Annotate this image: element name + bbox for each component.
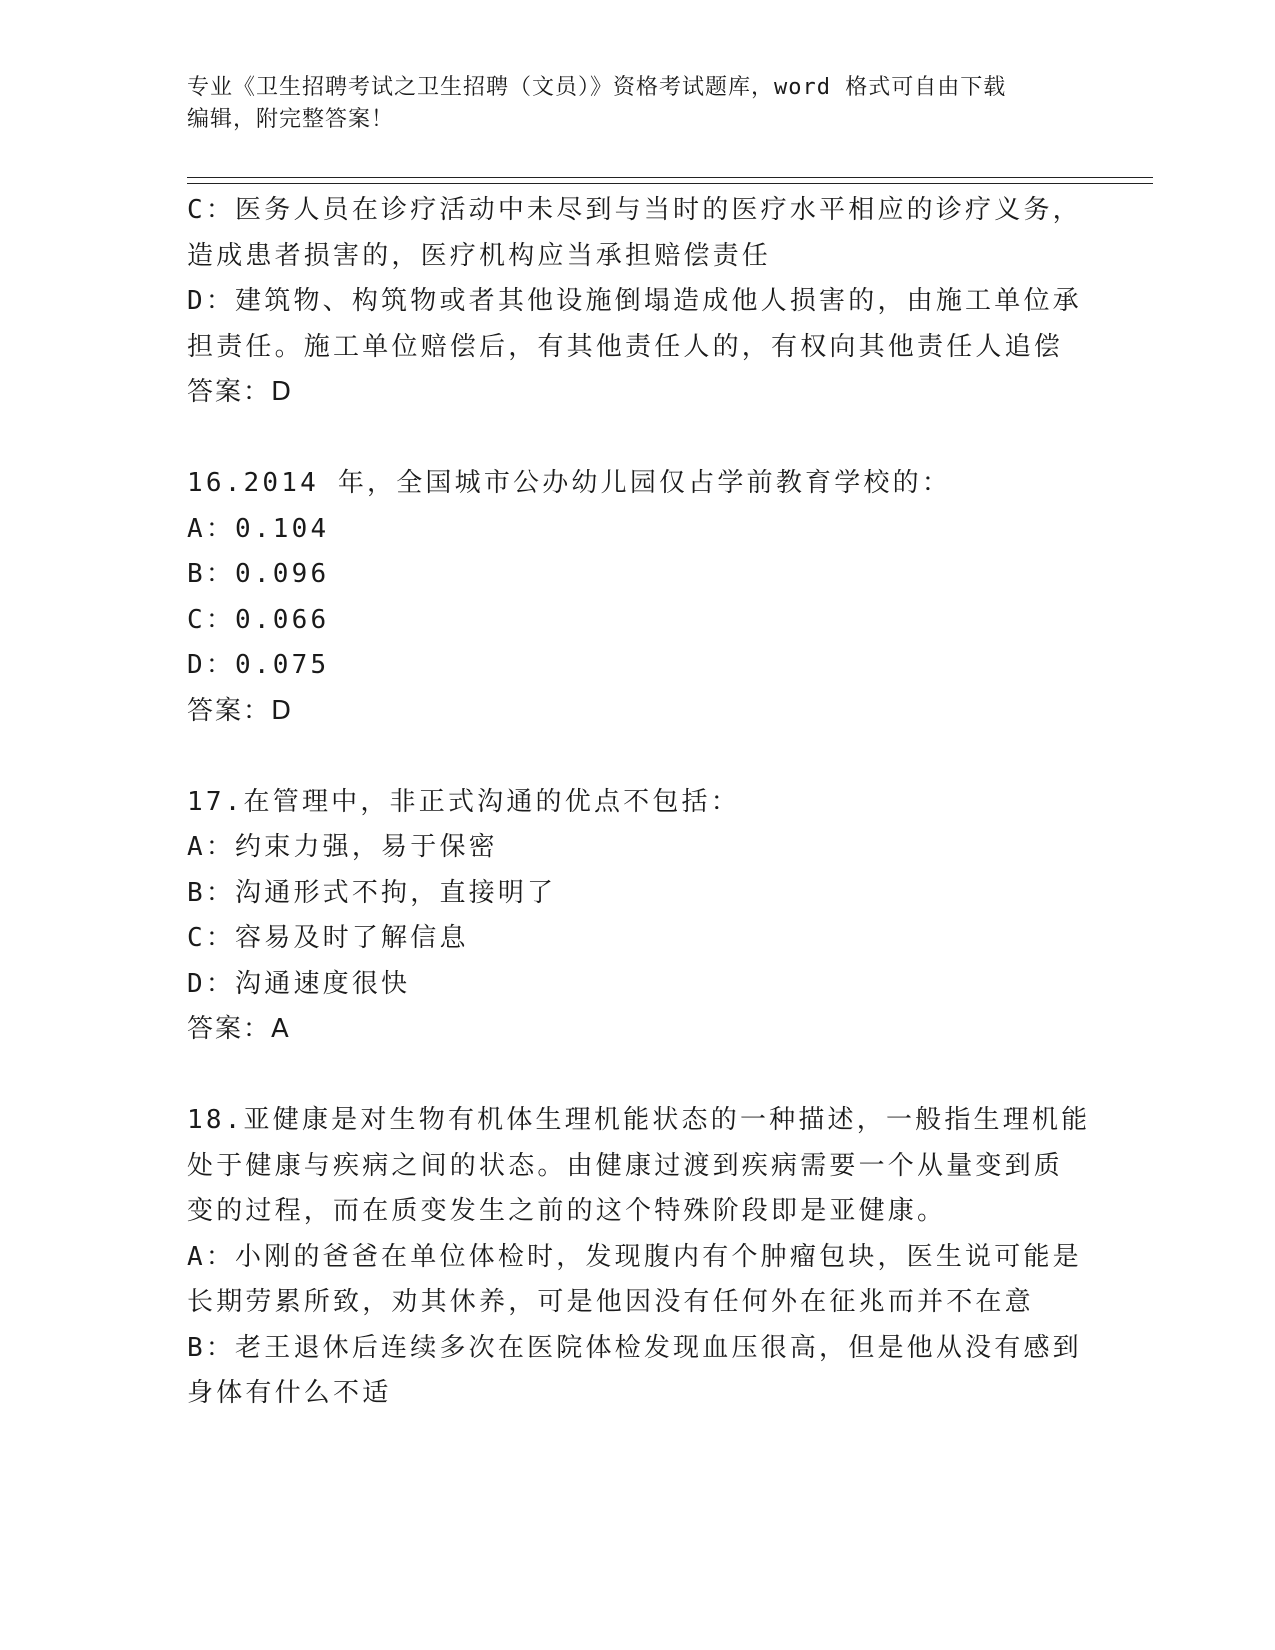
question-15-tail xyxy=(187,188,1087,416)
question-18-option-a-line-1: A：小刚的爸爸在单位体检时，发现腹内有个肿瘤包块，医生说可能是 xyxy=(187,1241,1082,1272)
answer-16: 答案：D xyxy=(187,695,294,726)
header-divider-bottom xyxy=(187,183,1153,184)
option-d-line-2: 担责任。施工单位赔偿后，有其他责任人的，有权向其他责任人追偿 xyxy=(187,331,1064,362)
question-18-stem-line-2: 处于健康与疾病之间的状态。由健康过渡到疾病需要一个从量变到质 xyxy=(187,1150,1064,1181)
spacer xyxy=(187,416,1087,462)
spacer xyxy=(187,1053,1087,1099)
question-17-option-c: C：容易及时了解信息 xyxy=(187,923,469,953)
header-line-2: 编辑，附完整答案！ xyxy=(187,107,395,132)
question-17 xyxy=(187,780,1087,1053)
question-18-stem-line-3: 变的过程，而在质变发生之前的这个特殊阶段即是亚健康。 xyxy=(187,1196,947,1226)
question-16-stem: 16.2014 年，全国城市公办幼儿园仅占学前教育学校的： xyxy=(187,468,952,498)
question-16-option-a: A：0.104 xyxy=(187,513,330,544)
answer-15: 答案：D xyxy=(187,377,294,407)
question-16 xyxy=(187,461,1087,734)
spacer xyxy=(187,734,1087,780)
question-18-option-a-line-2: 长期劳累所致，劝其休养，可是他因没有任何外在征兆而并不在意 xyxy=(187,1287,1034,1317)
option-d-line-1: D：建筑物、构筑物或者其他设施倒塌造成他人损害的，由施工单位承 xyxy=(187,286,1082,316)
question-18-option-b-line-1: B：老王退休后连续多次在医院体检发现血压很高，但是他从没有感到 xyxy=(187,1332,1082,1363)
header-line-1: 专业《卫生招聘考试之卫生招聘（文员）》资格考试题库，word 格式可自由下载 xyxy=(187,75,1007,100)
question-17-option-d: D：沟通速度很快 xyxy=(187,968,411,999)
question-18 xyxy=(187,1098,1091,1417)
question-17-stem: 17.在管理中，非正式沟通的优点不包括： xyxy=(187,786,740,817)
question-17-option-a: A：约束力强，易于保密 xyxy=(187,832,498,862)
option-c-line-1: C：医务人员在诊疗活动中未尽到与当时的医疗水平相应的诊疗义务， xyxy=(187,195,1082,225)
question-18-stem-line-1: 18.亚健康是对生物有机体生理机能状态的一种描述，一般指生理机能 xyxy=(187,1105,1091,1135)
document-header xyxy=(187,72,1087,136)
question-16-option-b: B：0.096 xyxy=(187,559,330,589)
question-18-option-b-line-2: 身体有什么不适 xyxy=(187,1378,392,1408)
question-17-option-b: B：沟通形式不拘，直接明了 xyxy=(187,877,557,908)
header-divider-top xyxy=(187,177,1153,178)
option-c-line-2: 造成患者损害的，医疗机构应当承担赔偿责任 xyxy=(187,240,772,271)
question-content xyxy=(187,188,1091,1417)
question-16-option-d: D：0.075 xyxy=(187,650,330,680)
question-16-option-c: C：0.066 xyxy=(187,604,330,635)
answer-17: 答案：A xyxy=(187,1014,291,1044)
